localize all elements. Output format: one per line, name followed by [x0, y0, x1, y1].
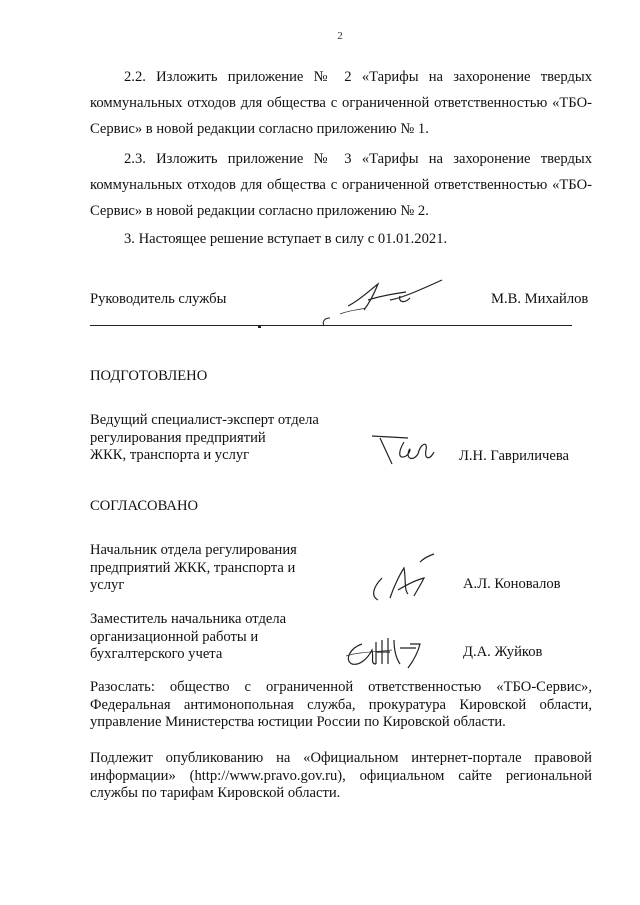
head-signature-icon — [330, 270, 460, 330]
prepared-position — [90, 412, 319, 465]
paragraph-2-2-text: 2.2. Изложить приложение № 2 «Тарифы на захоронение твердых коммунальных отходов для общества с ограниченной ответственностью «ТБО-Сервис» в новой редакции согласно приложению № 1. — [90, 69, 592, 137]
distribution-list: Разослать: общество с ограниченной ответственностью «ТБО-Сервис», Федеральная антимонопольная служба, прокуратура Кировской области, управление Министерства юстиции России по Кировской области. — [90, 679, 592, 730]
agreed-person1-position-line: Начальник отдела регулирования — [90, 542, 297, 558]
agreed-heading: СОГЛАСОВАНО — [90, 498, 199, 514]
prepared-signature-icon — [368, 430, 448, 470]
paragraph-3 — [90, 226, 592, 252]
page-number: 2 — [337, 30, 343, 42]
agreed-person1-position-line: услуг — [90, 577, 125, 593]
agreed-person2-position-line: организационной работы и — [90, 628, 259, 645]
prepared-name: Л.Н. Гавриличева — [459, 448, 570, 464]
agreed-person2-signature-icon — [340, 630, 455, 674]
agreed-person1-name: А.Л. Коновалов — [463, 576, 561, 592]
prepared-position-line: ЖКК, транспорта и услуг — [90, 447, 250, 463]
prepared-position-line: Ведущий специалист-эксперт отдела — [90, 412, 319, 428]
agreed-person1-position — [90, 542, 297, 595]
publication-note: Подлежит опубликованию на «Официальном интернет-портале правовой информации» (http://www.pravo.gov.ru), официальном сайте региональной службы по тарифам Кировской области. — [90, 750, 592, 801]
agreed-person2-position-line: бухгалтерского учета — [90, 646, 223, 662]
divider-mark-icon — [318, 314, 336, 332]
paragraph-2-3 — [90, 146, 592, 224]
agreed-person1-signature-icon — [364, 550, 454, 610]
agreed-person1-position-line: предприятий ЖКК, транспорта и — [90, 559, 296, 576]
divider-dot — [258, 326, 261, 328]
head-name: М.В. Михайлов — [491, 291, 589, 307]
prepared-position-line: регулирования предприятий — [90, 429, 266, 446]
prepared-heading: ПОДГОТОВЛЕНО — [90, 368, 208, 384]
paragraph-2-3-text: 2.3. Изложить приложение № 3 «Тарифы на захоронение твердых коммунальных отходов для общества с ограниченной ответственностью «ТБО-Сервис» в новой редакции согласно приложению № 2. — [90, 151, 592, 219]
agreed-person2-position-line: Заместитель начальника отдела — [90, 611, 287, 627]
paragraph-2-2 — [90, 64, 592, 142]
paragraph-3-text: 3. Настоящее решение вступает в силу с 01.01.2021. — [124, 231, 448, 247]
agreed-person2-name: Д.А. Жуйков — [463, 644, 543, 660]
head-position: Руководитель службы — [90, 291, 227, 307]
agreed-person2-position — [90, 611, 286, 664]
